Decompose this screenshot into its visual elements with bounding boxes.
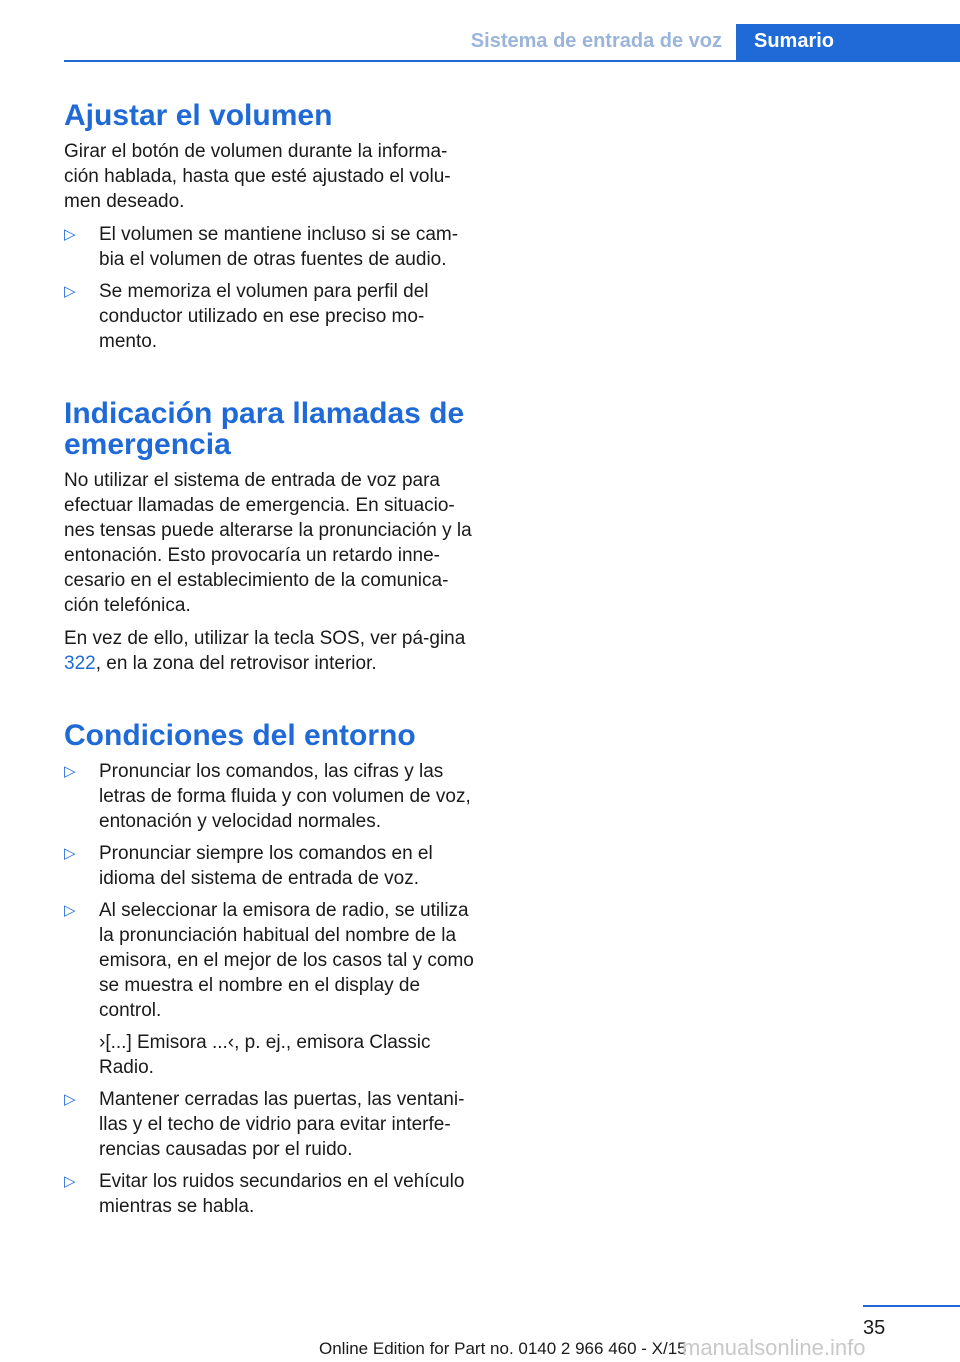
volume-bullet-list — [64, 222, 480, 354]
volume-intro: Girar el botón de volumen durante la informa-ción hablada, hasta que esté ajustado el volu-men deseado. — [64, 141, 451, 212]
emergency-paragraph: No utilizar el sistema de entrada de voz para efectuar llamadas de emergencia. En situacio-nes tensas puede alterarse la pronunciación y la entonación. Esto provocaría un retardo inne-cesario en el establecimiento de la comunica-ción telefónica. — [64, 470, 472, 616]
triangle-bullet-icon: ▷ — [64, 763, 76, 780]
environment-bullet-list — [64, 759, 480, 1219]
list-item-text: Evitar los ruidos secundarios en el vehículo mientras se habla. — [99, 1171, 465, 1217]
triangle-bullet-icon: ▷ — [64, 1173, 76, 1190]
heading-volume: Ajustar el volumen — [64, 99, 333, 132]
list-item — [64, 898, 480, 1080]
heading-environment: Condiciones del entorno — [64, 719, 416, 752]
list-item — [64, 841, 480, 891]
sos-text-after: , en la zona del retrovisor interior. — [95, 653, 377, 674]
sos-text-before: En vez de ello, utilizar la tecla SOS, ver pá-gina — [64, 628, 466, 649]
page-reference-link[interactable]: 322 — [64, 653, 96, 674]
list-item-text: Al seleccionar la emisora de radio, se utiliza la pronunciación habitual del nombre de la emisora, en el mejor de los casos tal y como se muestra el nombre en el display de control. — [99, 900, 474, 1021]
emergency-sos-paragraph — [64, 626, 480, 676]
heading-emergency: Indicación para llamadas de emergencia — [64, 397, 465, 461]
header-section-title: Sistema de entrada de voz — [470, 30, 722, 52]
edition-footer: Online Edition for Part no. 0140 2 966 460 - X/15 — [319, 1339, 687, 1358]
list-item — [64, 279, 480, 354]
list-item-text: Mantener cerradas las puertas, las ventani-llas y el techo de vidrio para evitar interfe-rencias causadas por el ruido. — [99, 1089, 465, 1160]
triangle-bullet-icon: ▷ — [64, 283, 76, 300]
page-content — [64, 100, 480, 1226]
header-divider — [64, 60, 960, 62]
list-item-text: Pronunciar los comandos, las cifras y las letras de forma fluida y con volumen de voz, entonación y velocidad normales. — [99, 761, 471, 832]
list-item — [64, 1169, 480, 1219]
watermark: manualsonline.info — [682, 1335, 866, 1360]
page-number: 35 — [863, 1317, 886, 1339]
list-item — [64, 222, 480, 272]
list-item-text: Pronunciar siempre los comandos en el idioma del sistema de entrada de voz. — [99, 843, 433, 889]
footer-divider — [863, 1305, 960, 1307]
list-item-example: ›[...] Emisora ...‹, p. ej., emisora Classic Radio. — [99, 1032, 431, 1078]
triangle-bullet-icon: ▷ — [64, 226, 76, 243]
triangle-bullet-icon: ▷ — [64, 1091, 76, 1108]
triangle-bullet-icon: ▷ — [64, 845, 76, 862]
list-item-text: El volumen se mantiene incluso si se cam-bia el volumen de otras fuentes de audio. — [99, 224, 459, 270]
list-item-text: Se memoriza el volumen para perfil del conductor utilizado en ese preciso mo-mento. — [99, 281, 429, 352]
list-item — [64, 1087, 480, 1162]
triangle-bullet-icon: ▷ — [64, 902, 76, 919]
header-tab-sumario[interactable]: Sumario — [736, 24, 960, 62]
list-item — [64, 759, 480, 834]
